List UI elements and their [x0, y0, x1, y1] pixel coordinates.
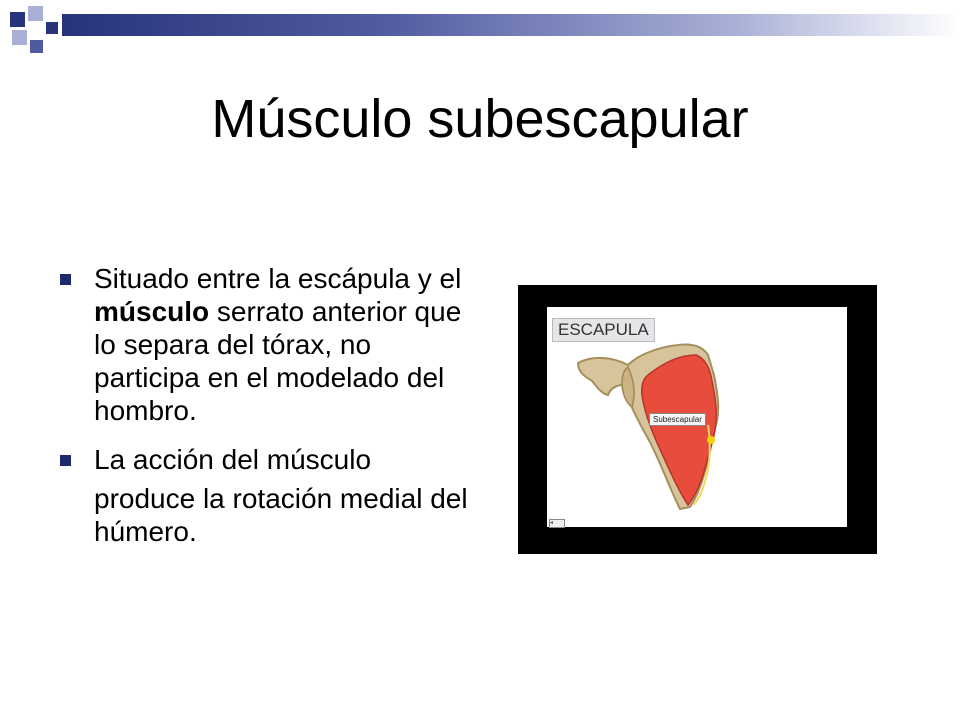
- muscle-tag: Subescapular: [649, 413, 706, 426]
- bullet-item-2: [60, 443, 470, 548]
- bullet-2-line-1: La acción del músculo: [94, 444, 372, 475]
- decor-square-5: [46, 22, 58, 34]
- decor-square-2: [28, 6, 43, 21]
- player-control-icon[interactable]: ◂: [549, 519, 565, 528]
- decor-square-3: [12, 30, 27, 45]
- slide-title: Músculo subescapular: [211, 89, 749, 149]
- figure-label: ESCAPULA: [552, 318, 655, 342]
- decor-square-4: [30, 40, 43, 53]
- bullet-1-text-a: Situado entre la escápula y el: [94, 263, 462, 294]
- bullet-1-bold: músculo: [94, 296, 210, 327]
- bullet-1-text-b: serrato anterior que lo separa del tórax, no participa en el modelado del hombro.: [94, 296, 462, 426]
- scapula-figure: [518, 285, 877, 554]
- bullet-list: [60, 262, 470, 564]
- bullet-2-line-2: produce la rotación medial del húmero.: [94, 483, 468, 547]
- bullet-square-icon: [60, 274, 71, 285]
- nerve-point: [707, 436, 715, 444]
- bullet-square-icon: [60, 455, 71, 466]
- decor-square-1: [10, 12, 25, 27]
- bullet-item-1: [60, 262, 470, 427]
- header-gradient-bar: [62, 14, 960, 36]
